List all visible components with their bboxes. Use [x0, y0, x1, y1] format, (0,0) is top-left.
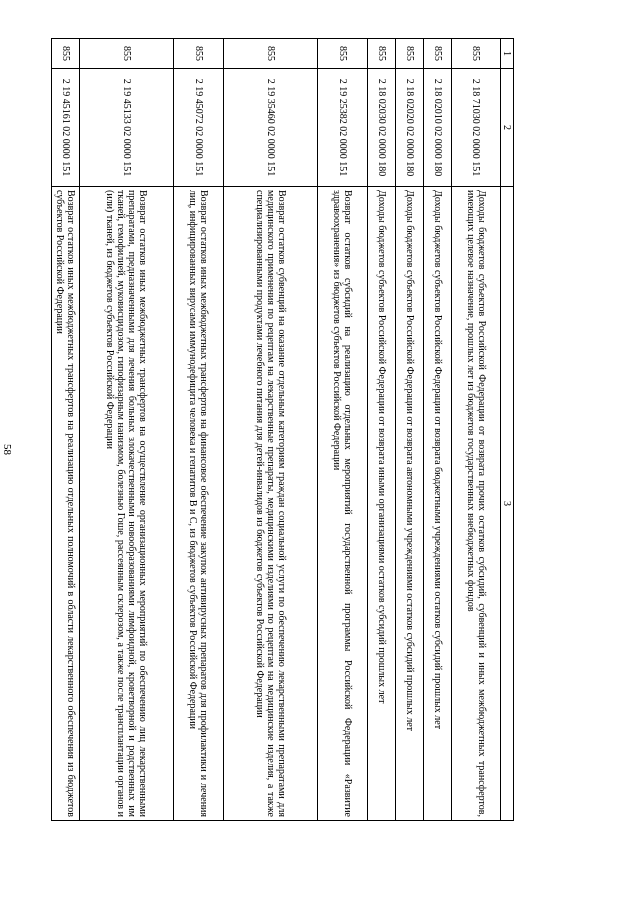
admin-code-cell: 855	[424, 39, 452, 69]
revenue-codes-table	[51, 38, 514, 821]
budget-code-cell: 2 19 45161 02 0000 151	[52, 69, 80, 187]
admin-code-cell: 855	[318, 39, 368, 69]
budget-code-cell: 2 18 71030 02 0000 151	[452, 69, 501, 187]
header-col-3: 3	[501, 187, 514, 821]
table-row	[396, 39, 424, 821]
revenue-name-cell: Доходы бюджетов субъектов Российской Федерации от возврата бюджетными учреждениями остатков субсидий прошлых лет	[424, 187, 452, 821]
admin-code-cell: 855	[396, 39, 424, 69]
revenue-name-cell: Возврат остатков иных межбюджетных трансфертов на осуществление организационных мероприятий по обеспечению лиц лекарственными препаратами, предназначенными для лечения больных злокачественными новообразованиями лимфоидной, кроветворной и родственных им тканей, гемофилией, муковисцидозом, гипофизарным нанизмом, болезнью Гоше, рассеянным склерозом, а также после трансплантации органов и (или) тканей, из бюджетов субъектов Российской Федерации	[80, 187, 174, 821]
table-row	[318, 39, 368, 821]
header-col-2: 2	[501, 69, 514, 187]
header-col-1: 1	[501, 39, 514, 69]
table-header-row	[501, 39, 514, 821]
admin-code-cell: 855	[52, 39, 80, 69]
budget-code-cell: 2 18 02010 02 0000 180	[424, 69, 452, 187]
table-row	[52, 39, 80, 821]
table-row	[452, 39, 501, 821]
table-row	[368, 39, 396, 821]
budget-code-cell: 2 19 25382 02 0000 151	[318, 69, 368, 187]
rotated-table-container	[54, 38, 514, 820]
revenue-name-cell: Возврат остатков иных межбюджетных трансфертов на финансовое обеспечение закупок антивирусных препаратов для профилактики и лечения лиц, инфицированных вирусами иммунодефицита человека и гепатитов В и С, из бюджетов субъектов Российской Федерации	[174, 187, 224, 821]
admin-code-cell: 855	[174, 39, 224, 69]
revenue-name-cell: Возврат остатков субвенций на оказание отдельным категориям граждан социальной услуги по обеспечению лекарственными препаратами для медицинского применения по рецептам на лекарственные препараты, медицинскими изделиями по рецептам на медицинские изделия, а также специализированными продуктами лечебного питания для детей-инвалидов из бюджетов субъектов Российской Федерации	[224, 187, 318, 821]
revenue-name-cell: Доходы бюджетов субъектов Российской Федерации от возврата прочих остатков субсидий, субвенций и иных межбюджетных трансфертов, имеющих целевое назначение, прошлых лет из бюджетов государственных внебюджетных фондов	[452, 187, 501, 821]
budget-code-cell: 2 18 02030 02 0000 180	[368, 69, 396, 187]
admin-code-cell: 855	[452, 39, 501, 69]
revenue-name-cell: Возврат остатков субсидий на реализацию отдельных мероприятий государственной программы Российской Федерации «Развитие здравоохранения» из бюджетов субъектов Российской Федерации	[318, 187, 368, 821]
table-row	[424, 39, 452, 821]
budget-code-cell: 2 19 45133 02 0000 151	[80, 69, 174, 187]
budget-code-cell: 2 18 02020 02 0000 180	[396, 69, 424, 187]
admin-code-cell: 855	[80, 39, 174, 69]
page-number: 58	[1, 444, 13, 455]
admin-code-cell: 855	[368, 39, 396, 69]
revenue-name-cell: Доходы бюджетов субъектов Российской Федерации от возврата автономными учреждениями остатков субсидий прошлых лет	[396, 187, 424, 821]
admin-code-cell: 855	[224, 39, 318, 69]
revenue-name-cell: Доходы бюджетов субъектов Российской Федерации от возврата иными организациями остатков субсидий прошлых лет	[368, 187, 396, 821]
table-row	[174, 39, 224, 821]
revenue-name-cell: Возврат остатков иных межбюджетных трансфертов на реализацию отдельных полномочий в области лекарственного обеспечения из бюджетов субъектов Российской Федерации	[52, 187, 80, 821]
table-row	[224, 39, 318, 821]
table-row	[80, 39, 174, 821]
budget-code-cell: 2 19 35460 02 0000 151	[224, 69, 318, 187]
budget-code-cell: 2 19 45072 02 0000 151	[174, 69, 224, 187]
